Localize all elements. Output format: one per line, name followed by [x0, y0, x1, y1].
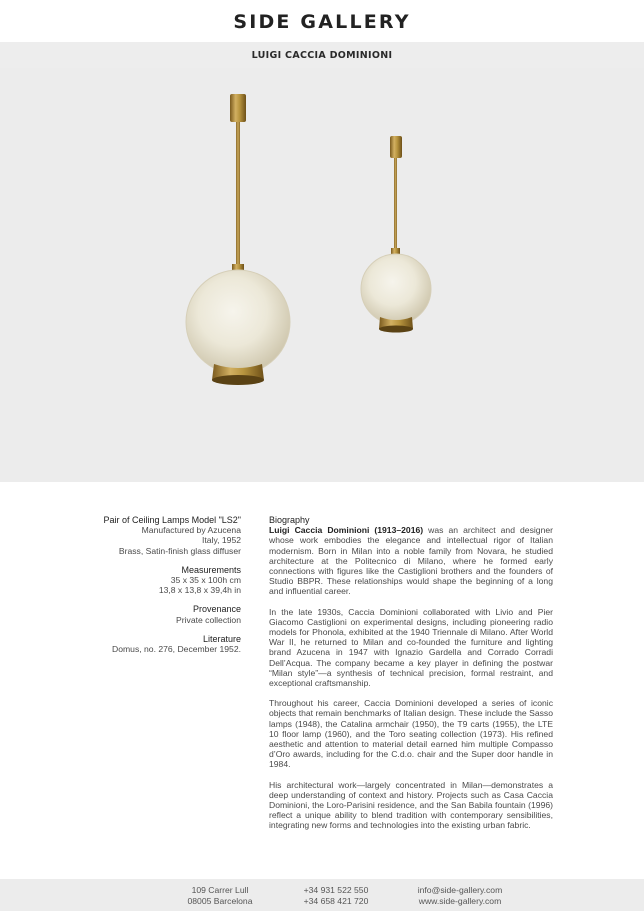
biography-paragraph-1	[269, 525, 553, 596]
measurements-block	[60, 565, 241, 596]
measurements-cm: 35 x 35 x 100h cm	[170, 575, 241, 586]
biography-heading: Biography	[269, 515, 310, 525]
ceiling-lamp-small	[361, 136, 431, 333]
biography-paragraph-1-text: was an architect and designer whose work embodies the elegance and intellectual rigor of Italian modernism. Born in Milan into a noble family from Novara, he studied architecture at the Politecnico di Milano, where he formed early connections with figures like the Castiglioni brothers and the founders of Studio BBPR. These relationships would shape the beginning of a long and influential career.	[269, 525, 553, 597]
product-photo	[0, 68, 644, 482]
literature-value: Domus, no. 276, December 1952.	[112, 644, 241, 655]
footer-address	[180, 885, 260, 907]
footer-phones	[295, 885, 377, 907]
biography-paragraph-2: In the late 1930s, Caccia Dominioni collaborated with Livio and Pier Giacomo Castiglioni on experimental designs, including pioneering radio models for Phonola, exhibited at the 1940 Triennale di Milano. After World War II, he returned to Milan and co-founded the furniture and lighting brand Azucena in 1947 with Ignazio Gardella and Corrado Corradi Dell’Acqua. The company became a key player in defining the postwar “Milan style”—a synthesis of technical precision, formal restraint, and exceptional craftsmanship.	[269, 606, 553, 689]
biography-paragraph-3: Throughout his career, Caccia Dominioni developed a series of iconic objects that remain benchmarks of Italian design. These include the Sasso lamps (1948), the Catalina armchair (1950), the T9 carts (1955), the LTE 10 floor lamp (1960), and the Toro seating collection (1973). His refined aesthetic and attention to material detail earned him multiple Compasso d’Oro awards, including for the C.d.o. chair and the Super door handle in 1984.	[269, 698, 553, 770]
literature-heading: Literature	[202, 633, 241, 644]
ceiling-lamp-large	[186, 94, 290, 385]
website-link[interactable]: www.side-gallery.com	[418, 896, 502, 906]
product-details	[60, 515, 241, 663]
biography-paragraph-4: His architectural work—largely concentrated in Milan—demonstrates a deep understanding of context and history. Projects such as Casa Caccia Dominioni, the Loro-Parisini residence, and the San Babila fountain (1996) reflect a unique ability to blend tradition with contemporary sensibilities, integrating new forms and technologies into the existing urban fabric.	[269, 779, 553, 831]
measurements-inches: 13,8 x 13,8 x 39,4h in	[158, 585, 241, 596]
footer-contact	[412, 885, 508, 907]
product-info	[60, 515, 241, 556]
literature-block	[60, 634, 241, 654]
logo-bar	[0, 0, 644, 42]
product-origin: Italy, 1952	[201, 535, 241, 546]
designer-name: LUIGI CACCIA DOMINIONI	[251, 49, 393, 61]
phone-1[interactable]: +34 931 522 550	[303, 885, 369, 895]
footer	[0, 879, 644, 911]
product-materials: Brass, Satin-finish glass diffuser	[118, 545, 241, 556]
provenance-block	[60, 604, 241, 624]
gallery-logo: SIDE GALLERY	[233, 11, 411, 33]
product-title: Pair of Ceiling Lamps Model "LS2"	[103, 515, 241, 525]
designer-title-bar	[0, 42, 644, 68]
measurements-heading: Measurements	[181, 564, 241, 575]
address-line-1: 109 Carrer Lull	[191, 885, 249, 895]
provenance-heading: Provenance	[192, 604, 241, 615]
phone-2[interactable]: +34 658 421 720	[303, 896, 369, 906]
biography-section	[269, 515, 553, 841]
provenance-value: Private collection	[176, 614, 241, 625]
email-link[interactable]: info@side-gallery.com	[417, 885, 503, 895]
address-line-2: 08005 Barcelona	[187, 896, 253, 906]
product-manufacturer: Manufactured by Azucena	[141, 525, 241, 536]
biography-name: Luigi Caccia Dominioni (1913–2016)	[269, 525, 424, 536]
